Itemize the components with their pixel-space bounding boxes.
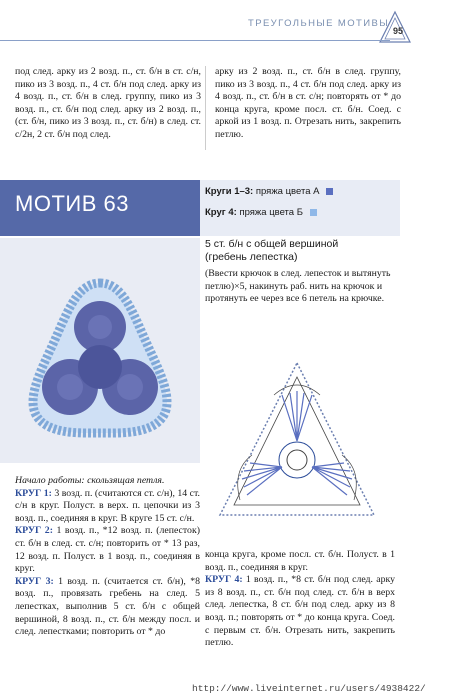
round-3-continued: конца круга, кроме посл. ст. б/н. Полуст. в 1 возд. п., соединяя в круг. bbox=[205, 549, 395, 573]
legend-item bbox=[205, 186, 333, 197]
special-stitch-description: (Ввести крючок в след. лепесток и вытянуть петлю)×5, накинуть раб. нить на крючок и протянуть ее через все 6 петель на крючке. bbox=[205, 268, 391, 304]
instructions-right bbox=[205, 549, 395, 650]
round-1 bbox=[15, 488, 200, 526]
instructions-left bbox=[15, 475, 200, 639]
color-b-swatch-icon bbox=[310, 209, 317, 216]
header-rule bbox=[0, 40, 390, 41]
running-header: ТРЕУГОЛЬНЫЕ МОТИВЫ bbox=[248, 18, 389, 29]
round-2-label: КРУГ 2: bbox=[15, 525, 53, 537]
special-stitch-title bbox=[205, 238, 338, 264]
motif-title: МОТИВ 63 bbox=[15, 191, 129, 216]
continued-text-right: арку из 2 возд. п., ст. б/н в след. группу, пико из 3 возд. п., 4 ст. б/н под след. арку из 4 возд. п., ст. б/н в ст. с/н; повторять от * до конца круга, кроме посл. ст. б/н. Соед. с аркой из 1 возд. п. Отрезать нить, закрепить петлю. bbox=[215, 66, 401, 140]
color-a-swatch-icon bbox=[326, 188, 333, 195]
round-3-label: КРУГ 3: bbox=[15, 575, 54, 587]
round-4 bbox=[205, 574, 395, 650]
legend-text: пряжа цвета Б bbox=[239, 207, 303, 218]
round-4-text: 1 возд. п., *8 ст. б/н под след. арку из 8 возд. п., ст. б/н под след. ст. б/н в верх след. лепестка, 8 ст. б/н под след. арку из 8 возд. п.; повторять от * до конца круга. Соед. с первым ст. б/н. Отрезать нить, закрепить петлю. bbox=[205, 574, 395, 649]
round-2-text: 1 возд. п., *12 возд. п. (лепесток) ст. б/н в след. ст. с/н; повторить от * 13 раз, 12 возд. п. Полуст. в 1 возд. п., соединяя в круг. bbox=[15, 525, 200, 575]
legend-label: Круги 1–3: bbox=[205, 186, 254, 197]
column-divider bbox=[205, 66, 206, 150]
legend-label: Круг 4: bbox=[205, 207, 237, 218]
round-3 bbox=[15, 576, 200, 639]
legend-item bbox=[205, 207, 317, 218]
round-2 bbox=[15, 525, 200, 575]
motif-photo bbox=[25, 275, 175, 445]
motif-title-band bbox=[0, 180, 200, 236]
crochet-chart-diagram bbox=[212, 355, 382, 530]
special-stitch-title-line2: (гребень лепестка) bbox=[205, 251, 298, 263]
continued-text bbox=[15, 66, 400, 156]
round-1-text: 3 возд. п. (считаются ст. с/н), 14 ст. с/н в круг. Полуст. в верх. п. цепочки из 3 возд. п., соединяя в круг. В круге 15 ст. с/н. bbox=[15, 487, 200, 524]
start-note: Начало работы: скользящая петля. bbox=[15, 475, 165, 486]
round-4-label: КРУГ 4: bbox=[205, 574, 243, 586]
page-number: 95 bbox=[393, 26, 404, 36]
source-url: http://www.liveinternet.ru/users/4938422/ bbox=[192, 683, 426, 694]
round-3-text: 1 возд. п. (считается ст. б/н), *8 возд. п., провязать гребень на след. 5 лепестках, выполнив 5 ст. б/н с общей вершиной, 8 возд. п., ст. б/н между посл. и след. лепестками; повторить от * до bbox=[15, 575, 200, 638]
continued-text-left: под след. арку из 2 возд. п., ст. б/н в ст. с/н, пико из 3 возд. п., 4 ст. б/н под след. арку из 4 возд. п., ст. б/н в след. группу, пико из 3 возд. п., ст. б/н под след. арку из 2 возд. п., (ст. б/н, пико из 3 возд. п., ст. б/н) в след. ст. с/2н, 2 ст. б/н под след. bbox=[15, 66, 201, 140]
legend-text: пряжа цвета А bbox=[255, 186, 320, 197]
special-stitch-title-line1: 5 ст. б/н с общей вершиной bbox=[205, 238, 339, 250]
round-1-label: КРУГ 1: bbox=[15, 487, 52, 499]
